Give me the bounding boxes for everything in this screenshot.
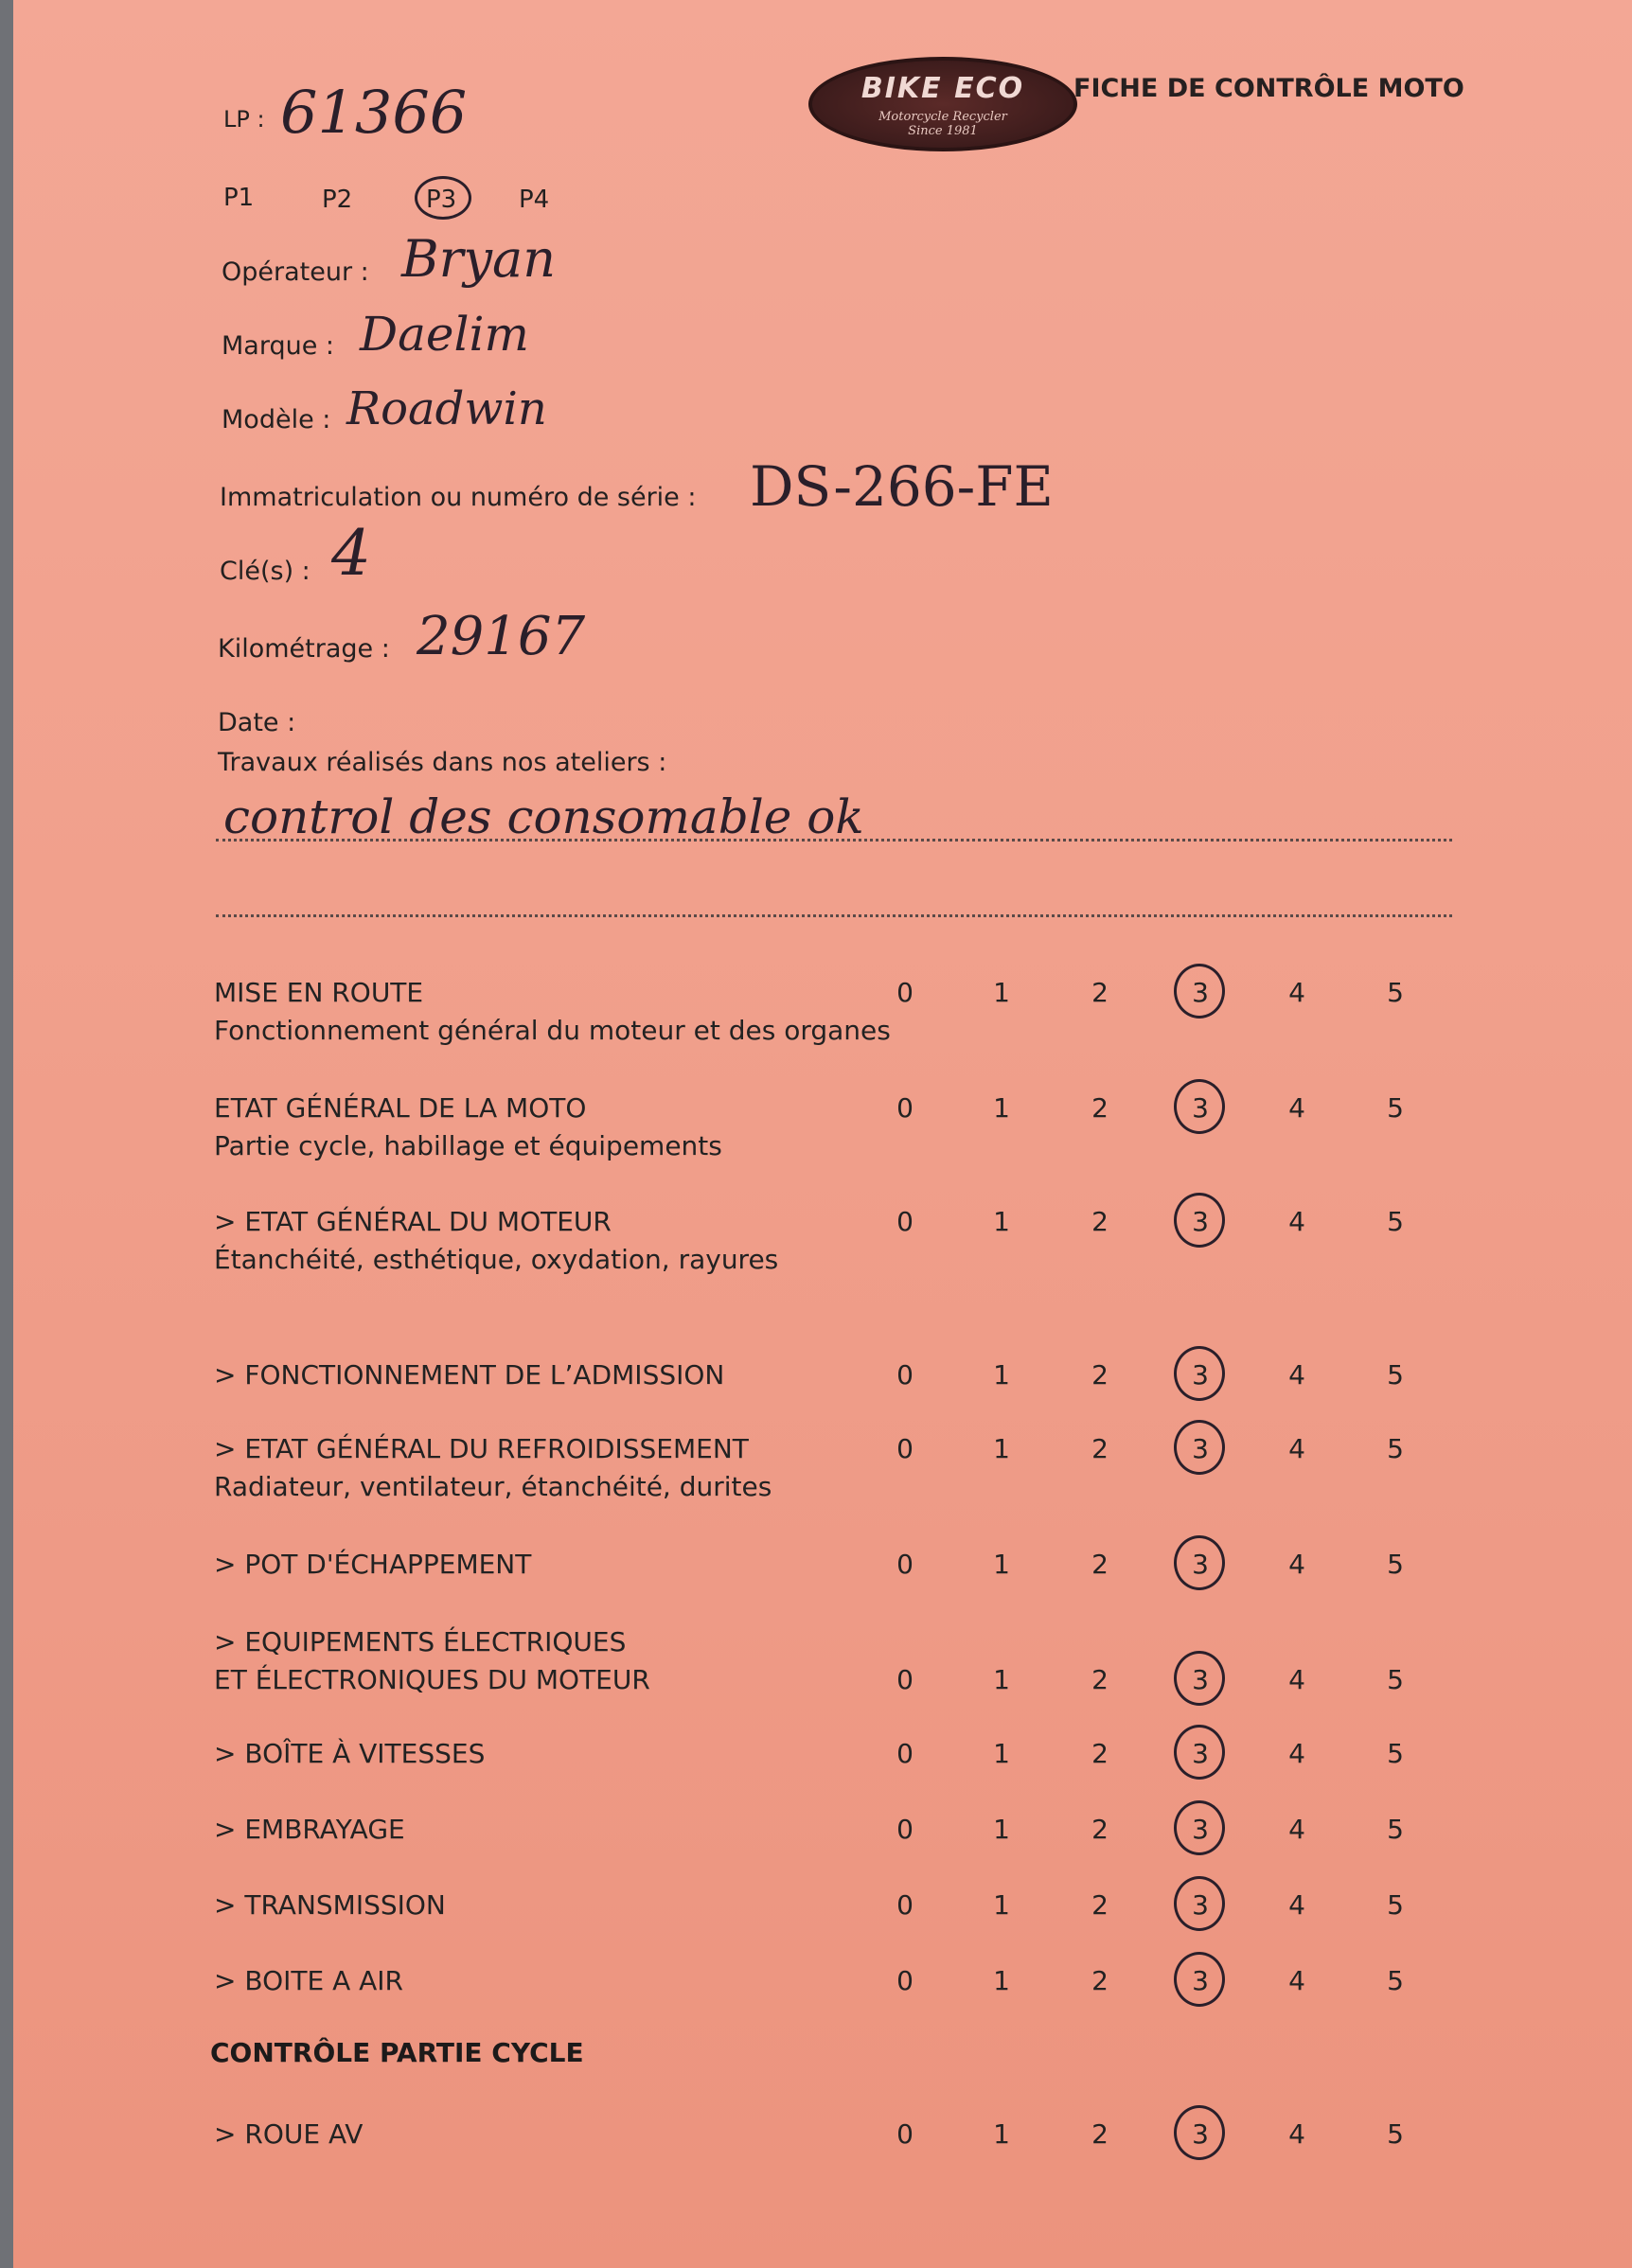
score-option-0[interactable]: 0 xyxy=(896,977,914,1008)
score-option-5[interactable]: 5 xyxy=(1387,977,1404,1008)
score-option-0[interactable]: 0 xyxy=(896,2118,914,2150)
score-option-3[interactable]: 3 xyxy=(1192,1965,1209,1996)
selected-score-circle xyxy=(1174,1193,1225,1248)
score-option-1[interactable]: 1 xyxy=(993,1433,1010,1464)
modele-value[interactable]: Roadwin xyxy=(346,382,547,435)
score-option-4[interactable]: 4 xyxy=(1288,1738,1305,1769)
score-option-1[interactable]: 1 xyxy=(993,1738,1010,1769)
score-option-5[interactable]: 5 xyxy=(1387,2118,1404,2150)
p-option-2[interactable]: P2 xyxy=(322,186,353,214)
score-option-5[interactable]: 5 xyxy=(1387,1965,1404,1996)
selected-score-circle xyxy=(1174,2105,1225,2160)
row-title: > EQUIPEMENTS ÉLECTRIQUES xyxy=(214,1626,627,1657)
score-option-1[interactable]: 1 xyxy=(993,1092,1010,1124)
logo-tagline-2: Since 1981 xyxy=(908,124,978,138)
score-option-5[interactable]: 5 xyxy=(1387,1889,1404,1921)
sheet-title: FICHE DE CONTRÔLE MOTO xyxy=(1073,74,1464,103)
score-option-0[interactable]: 0 xyxy=(896,1814,914,1845)
selected-score-circle xyxy=(1174,1535,1225,1590)
travaux-line-2 xyxy=(216,914,1452,917)
logo-name: BIKE ECO xyxy=(860,72,1025,105)
score-option-5[interactable]: 5 xyxy=(1387,1206,1404,1237)
score-option-4[interactable]: 4 xyxy=(1288,1549,1305,1580)
score-option-1[interactable]: 1 xyxy=(993,1206,1010,1237)
score-option-3[interactable]: 3 xyxy=(1192,1206,1209,1237)
row-subtitle: Partie cycle, habillage et équipements xyxy=(214,1130,722,1161)
score-option-1[interactable]: 1 xyxy=(993,1359,1010,1391)
marque-value[interactable]: Daelim xyxy=(360,307,529,362)
score-option-4[interactable]: 4 xyxy=(1288,2118,1305,2150)
p-selected-circle xyxy=(415,176,471,220)
score-option-1[interactable]: 1 xyxy=(993,977,1010,1008)
marque-label: Marque : xyxy=(222,331,335,361)
selected-score-circle xyxy=(1174,964,1225,1019)
operateur-value[interactable]: Bryan xyxy=(401,229,556,289)
score-option-1[interactable]: 1 xyxy=(993,1664,1010,1695)
date-label: Date : xyxy=(218,708,296,737)
p-option-3[interactable]: P3 xyxy=(426,186,457,214)
row-title: > ROUE AV xyxy=(214,2118,364,2150)
km-label: Kilométrage : xyxy=(218,634,390,664)
row-subtitle: Radiateur, ventilateur, étanchéité, durites xyxy=(214,1471,772,1502)
km-value[interactable]: 29167 xyxy=(417,606,586,667)
score-option-3[interactable]: 3 xyxy=(1192,1433,1209,1464)
control-sheet xyxy=(13,0,1632,2268)
score-option-5[interactable]: 5 xyxy=(1387,1092,1404,1124)
selected-score-circle xyxy=(1174,1079,1225,1134)
score-option-5[interactable]: 5 xyxy=(1387,1359,1404,1391)
score-option-1[interactable]: 1 xyxy=(993,1549,1010,1580)
score-option-0[interactable]: 0 xyxy=(896,1965,914,1996)
selected-score-circle xyxy=(1174,1876,1225,1931)
row-title: > BOITE A AIR xyxy=(214,1965,403,1996)
score-option-5[interactable]: 5 xyxy=(1387,1433,1404,1464)
score-option-2[interactable]: 2 xyxy=(1091,1206,1109,1237)
row-subtitle: Fonctionnement général du moteur et des organes xyxy=(214,1015,891,1046)
row-title: > FONCTIONNEMENT DE L’ADMISSION xyxy=(214,1359,725,1391)
score-option-4[interactable]: 4 xyxy=(1288,1814,1305,1845)
row-title: > ETAT GÉNÉRAL DU MOTEUR xyxy=(214,1206,612,1237)
score-option-3[interactable]: 3 xyxy=(1192,1549,1209,1580)
lp-value[interactable]: 61366 xyxy=(280,78,468,147)
score-option-2[interactable]: 2 xyxy=(1091,977,1109,1008)
score-option-3[interactable]: 3 xyxy=(1192,1889,1209,1921)
logo-tagline xyxy=(812,110,1073,138)
selected-score-circle xyxy=(1174,1952,1225,2007)
score-option-4[interactable]: 4 xyxy=(1288,1206,1305,1237)
score-option-0[interactable]: 0 xyxy=(896,1664,914,1695)
score-option-2[interactable]: 2 xyxy=(1091,1889,1109,1921)
row-title: MISE EN ROUTE xyxy=(214,977,424,1008)
immat-value[interactable]: DS-266-FE xyxy=(750,454,1054,519)
operateur-label: Opérateur : xyxy=(222,257,369,287)
score-option-2[interactable]: 2 xyxy=(1091,1814,1109,1845)
score-option-5[interactable]: 5 xyxy=(1387,1549,1404,1580)
modele-label: Modèle : xyxy=(222,405,331,434)
score-option-2[interactable]: 2 xyxy=(1091,1092,1109,1124)
score-option-0[interactable]: 0 xyxy=(896,1738,914,1769)
selected-score-circle xyxy=(1174,1651,1225,1706)
score-option-2[interactable]: 2 xyxy=(1091,1359,1109,1391)
score-option-5[interactable]: 5 xyxy=(1387,1664,1404,1695)
score-option-1[interactable]: 1 xyxy=(993,1965,1010,1996)
selected-score-circle xyxy=(1174,1346,1225,1401)
row-title: > ETAT GÉNÉRAL DU REFROIDISSEMENT xyxy=(214,1433,749,1464)
score-option-2[interactable]: 2 xyxy=(1091,1549,1109,1580)
score-option-4[interactable]: 4 xyxy=(1288,977,1305,1008)
travaux-line-1 xyxy=(216,839,1452,842)
cles-label: Clé(s) : xyxy=(220,557,310,586)
row-title: ETAT GÉNÉRAL DE LA MOTO xyxy=(214,1092,587,1124)
selected-score-circle xyxy=(1174,1725,1225,1780)
score-option-5[interactable]: 5 xyxy=(1387,1814,1404,1845)
score-option-4[interactable]: 4 xyxy=(1288,1433,1305,1464)
score-option-3[interactable]: 3 xyxy=(1192,1738,1209,1769)
score-option-3[interactable]: 3 xyxy=(1192,1359,1209,1391)
score-option-2[interactable]: 2 xyxy=(1091,1433,1109,1464)
score-option-4[interactable]: 4 xyxy=(1288,1965,1305,1996)
score-option-3[interactable]: 3 xyxy=(1192,977,1209,1008)
p-option-4[interactable]: P4 xyxy=(519,186,550,214)
score-option-4[interactable]: 4 xyxy=(1288,1889,1305,1921)
lp-label: LP : xyxy=(223,106,265,133)
score-option-1[interactable]: 1 xyxy=(993,1889,1010,1921)
cles-value[interactable]: 4 xyxy=(331,517,371,590)
score-option-4[interactable]: 4 xyxy=(1288,1092,1305,1124)
score-option-0[interactable]: 0 xyxy=(896,1092,914,1124)
travaux-value[interactable]: control des consomable ok xyxy=(223,789,864,844)
score-option-2[interactable]: 2 xyxy=(1091,1664,1109,1695)
score-option-4[interactable]: 4 xyxy=(1288,1359,1305,1391)
immat-label: Immatriculation ou numéro de série : xyxy=(220,483,697,512)
score-option-2[interactable]: 2 xyxy=(1091,1965,1109,1996)
row-subtitle: ET ÉLECTRONIQUES DU MOTEUR xyxy=(214,1664,650,1695)
score-option-0[interactable]: 0 xyxy=(896,1359,914,1391)
selected-score-circle xyxy=(1174,1800,1225,1855)
score-option-3[interactable]: 3 xyxy=(1192,1664,1209,1695)
row-title: > TRANSMISSION xyxy=(214,1889,446,1921)
selected-score-circle xyxy=(1174,1420,1225,1475)
row-title: > POT D'ÉCHAPPEMENT xyxy=(214,1549,532,1580)
score-option-4[interactable]: 4 xyxy=(1288,1664,1305,1695)
row-subtitle: Étanchéité, esthétique, oxydation, rayures xyxy=(214,1244,779,1275)
travaux-label: Travaux réalisés dans nos ateliers : xyxy=(218,748,667,777)
score-option-3[interactable]: 3 xyxy=(1192,2118,1209,2150)
score-option-1[interactable]: 1 xyxy=(993,2118,1010,2150)
score-option-3[interactable]: 3 xyxy=(1192,1814,1209,1845)
bike-eco-logo xyxy=(808,57,1077,151)
row-title: > BOÎTE À VITESSES xyxy=(214,1738,486,1769)
p-option-1[interactable]: P1 xyxy=(223,184,255,212)
section-partie-cycle: CONTRÔLE PARTIE CYCLE xyxy=(210,2037,584,2068)
score-option-1[interactable]: 1 xyxy=(993,1814,1010,1845)
score-option-3[interactable]: 3 xyxy=(1192,1092,1209,1124)
row-title: > EMBRAYAGE xyxy=(214,1814,405,1845)
score-option-0[interactable]: 0 xyxy=(896,1433,914,1464)
logo-tagline-1: Motorcycle Recycler xyxy=(878,110,1007,124)
score-option-0[interactable]: 0 xyxy=(896,1889,914,1921)
score-option-2[interactable]: 2 xyxy=(1091,2118,1109,2150)
score-option-0[interactable]: 0 xyxy=(896,1549,914,1580)
score-option-2[interactable]: 2 xyxy=(1091,1738,1109,1769)
score-option-0[interactable]: 0 xyxy=(896,1206,914,1237)
score-option-5[interactable]: 5 xyxy=(1387,1738,1404,1769)
